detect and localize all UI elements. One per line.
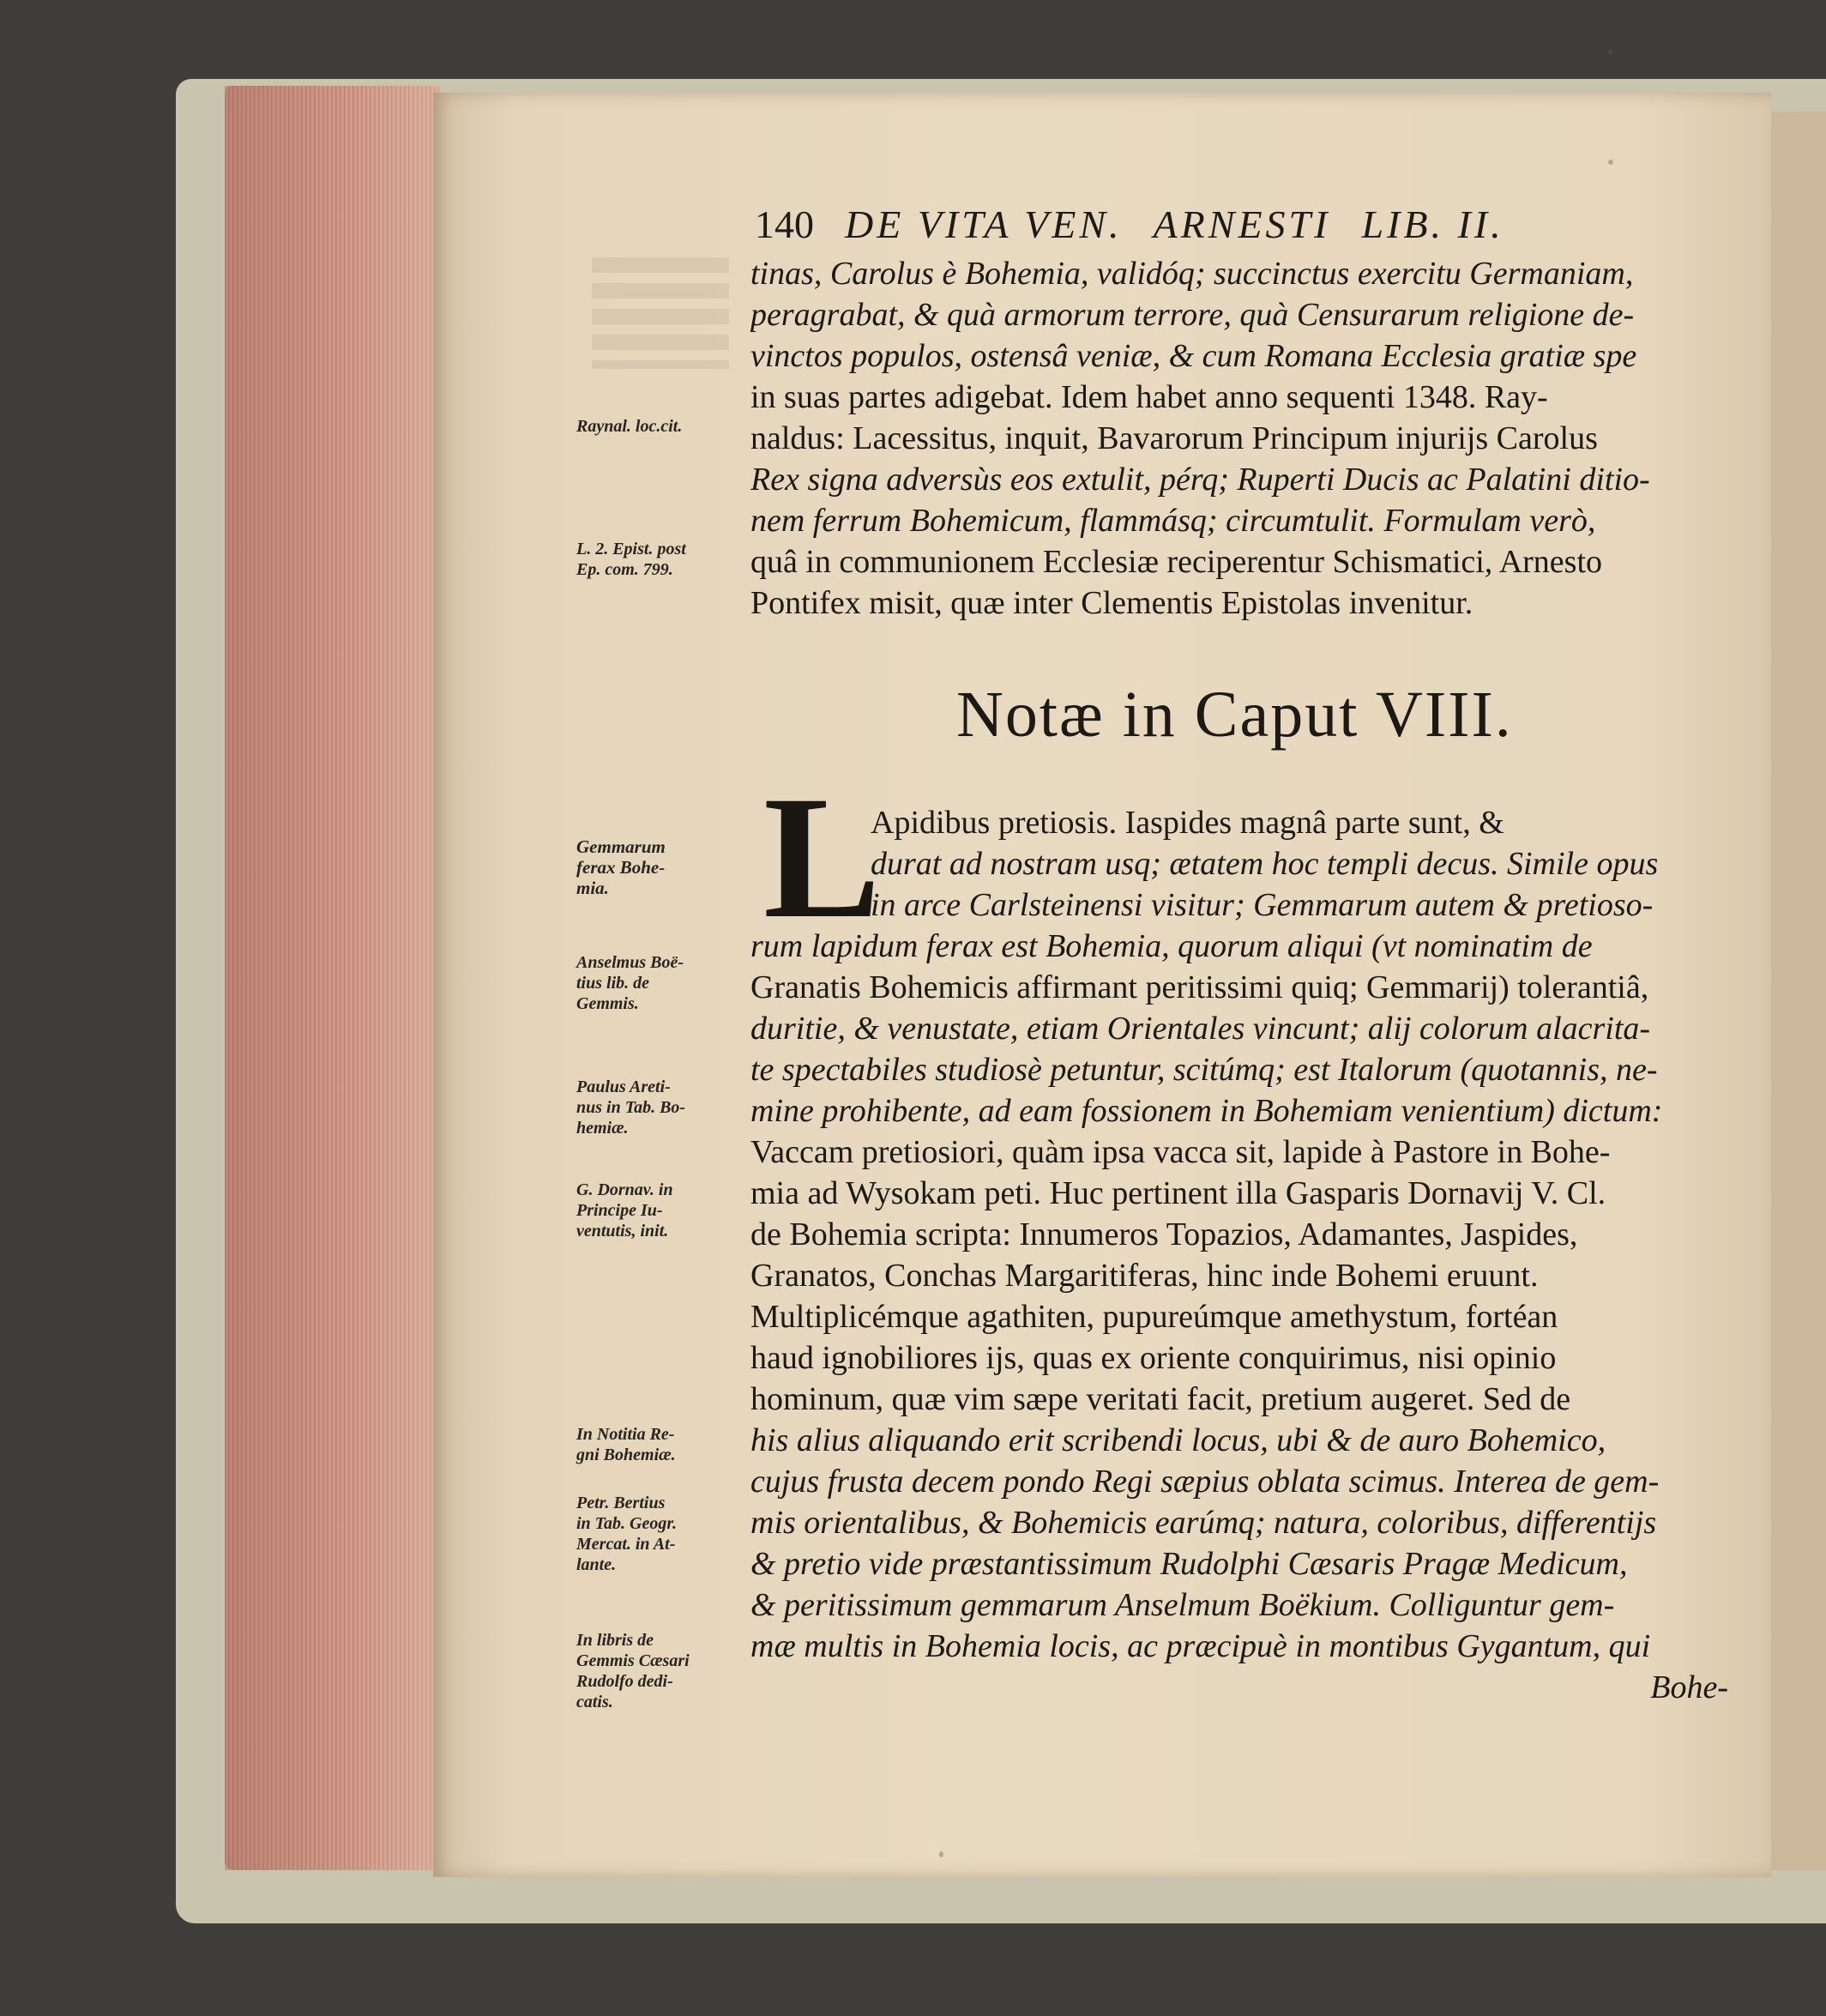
text-line: mia ad Wysokam peti. Huc pertinent illa Gasparis Dornavij V. Cl. xyxy=(750,1175,1606,1211)
section-heading: Notæ in Caput VIII. xyxy=(956,679,1513,751)
text-line: & pretio vide præstantissimum Rudolphi Cæsaris Pragæ Medicum, xyxy=(750,1546,1628,1582)
text-line: mine prohibente, ad eam fossionem in Bohemiam venientium) dictum: xyxy=(750,1093,1663,1129)
notes-paragraph xyxy=(750,802,1728,1708)
text-line: cujus frusta decem pondo Regi sæpius oblata scimus. Interea de gem- xyxy=(750,1464,1660,1500)
text-line: Granatos, Conchas Margaritiferas, hinc inde Bohemi eruunt. xyxy=(750,1258,1539,1294)
text-line: his alius aliquando erit scribendi locus, ubi & de auro Bohemico, xyxy=(750,1422,1606,1458)
margin-note-libris: In libris de Gemmis Cæsari Rudolfo dedi- catis. xyxy=(576,1631,690,1711)
margin-note-notitia: In Notitia Re- gni Bohemiæ. xyxy=(576,1425,676,1464)
drop-cap: L xyxy=(763,760,881,955)
running-title-part-2: ARNESTI xyxy=(1153,202,1331,246)
margin-note-dornav: G. Dornav. in Principe Iu- ventutis, init. xyxy=(576,1180,673,1240)
text-line: te spectabiles studiosè petuntur, scitúmq; est Italorum (quotannis, ne- xyxy=(750,1052,1658,1088)
text-line: haud ignobiliores ijs, quas ex oriente conquirimus, nisi opinio xyxy=(750,1340,1557,1376)
text-line: duritie, & venustate, etiam Orientales vincunt; alij colorum alacrita- xyxy=(750,1011,1651,1047)
text-line: mis orientalibus, & Bohemicis earúmq; natura, coloribus, differentijs xyxy=(750,1505,1657,1541)
text-line: de Bohemia scripta: Innumeros Topazios, Adamantes, Jaspides, xyxy=(750,1216,1578,1252)
text-line: Vaccam pretiosiori, quàm ipsa vacca sit, lapide à Pastore in Bohe- xyxy=(750,1134,1611,1170)
catchword: Bohe- xyxy=(1650,1669,1728,1705)
text-line: in suas partes adigebat. Idem habet anno sequenti 1348. Ray- xyxy=(750,379,1548,415)
text-line: durat ad nostram usq; ætatem hoc templi decus. Simile opus xyxy=(871,846,1659,882)
facing-page-edge xyxy=(1771,112,1826,1870)
text-line: quâ in communionem Ecclesiæ reciperentur Schismatici, Arnesto xyxy=(750,544,1603,580)
text-line: nem ferrum Bohemicum, flammásq; circumtulit. Formulam verò, xyxy=(750,503,1596,539)
running-header xyxy=(755,202,1724,253)
text-line: Apidibus pretiosis. Iaspides magnâ parte sunt, & xyxy=(871,805,1504,841)
text-line: mæ multis in Bohemia locis, ac præcipuè in montibus Gygantum, qui xyxy=(750,1628,1651,1664)
margin-note-anselmus: Anselmus Boë- tius lib. de Gemmis. xyxy=(576,953,684,1013)
margin-note-paulus: Paulus Areti- nus in Tab. Bo- hemiæ. xyxy=(576,1077,686,1138)
margin-note-raynal: Raynal. loc.cit. xyxy=(576,417,683,436)
text-line: Rex signa adversùs eos extulit, pérq; Ruperti Ducis ac Palatini ditio- xyxy=(750,462,1650,498)
running-title-part-1: DE VITA VEN. xyxy=(845,202,1123,246)
margin-note-bertius: Petr. Bertius in Tab. Geogr. Mercat. in At- lante. xyxy=(576,1494,678,1574)
margin-note-epistola: L. 2. Epist. post Ep. com. 799. xyxy=(576,540,686,579)
text-line: in arce Carlsteinensi visitur; Gemmarum autem & pretioso- xyxy=(871,887,1654,923)
page-number: 140 xyxy=(755,202,814,246)
text-line: Pontifex misit, quæ inter Clementis Epistolas invenitur. xyxy=(750,585,1473,621)
text-line: hominum, quæ vim sæpe veritati facit, pretium augeret. Sed de xyxy=(750,1381,1571,1417)
text-line: vinctos populos, ostensâ veniæ, & cum Romana Ecclesia gratiæ spe xyxy=(750,338,1637,374)
page-edges xyxy=(225,86,439,1870)
text-line: Granatis Bohemicis affirmant peritissimi quiq; Gemmarij) tolerantiâ, xyxy=(750,969,1649,1005)
text-line: & peritissimum gemmarum Anselmum Boëkium. Colliguntur gem- xyxy=(750,1587,1615,1623)
show-through-text xyxy=(592,257,729,369)
margin-note-gemmarum: Gemmarum ferax Bohe- mia. xyxy=(576,836,666,898)
paragraph-continued xyxy=(750,253,1728,624)
text-line: peragrabat, & quà armorum terrore, quà Censurarum religione de- xyxy=(750,297,1635,333)
text-line: rum lapidum ferax est Bohemia, quorum aliqui (vt nominatim de xyxy=(750,928,1593,964)
text-line: naldus: Lacessitus, inquit, Bavarorum Principum injurijs Carolus xyxy=(750,420,1598,456)
running-title-part-3: LIB. II. xyxy=(1361,202,1504,246)
text-line: Multiplicémque agathiten, pupureúmque amethystum, fortéan xyxy=(750,1299,1558,1335)
text-line: tinas, Carolus è Bohemia, validóq; succinctus exercitu Germaniam, xyxy=(750,256,1634,292)
